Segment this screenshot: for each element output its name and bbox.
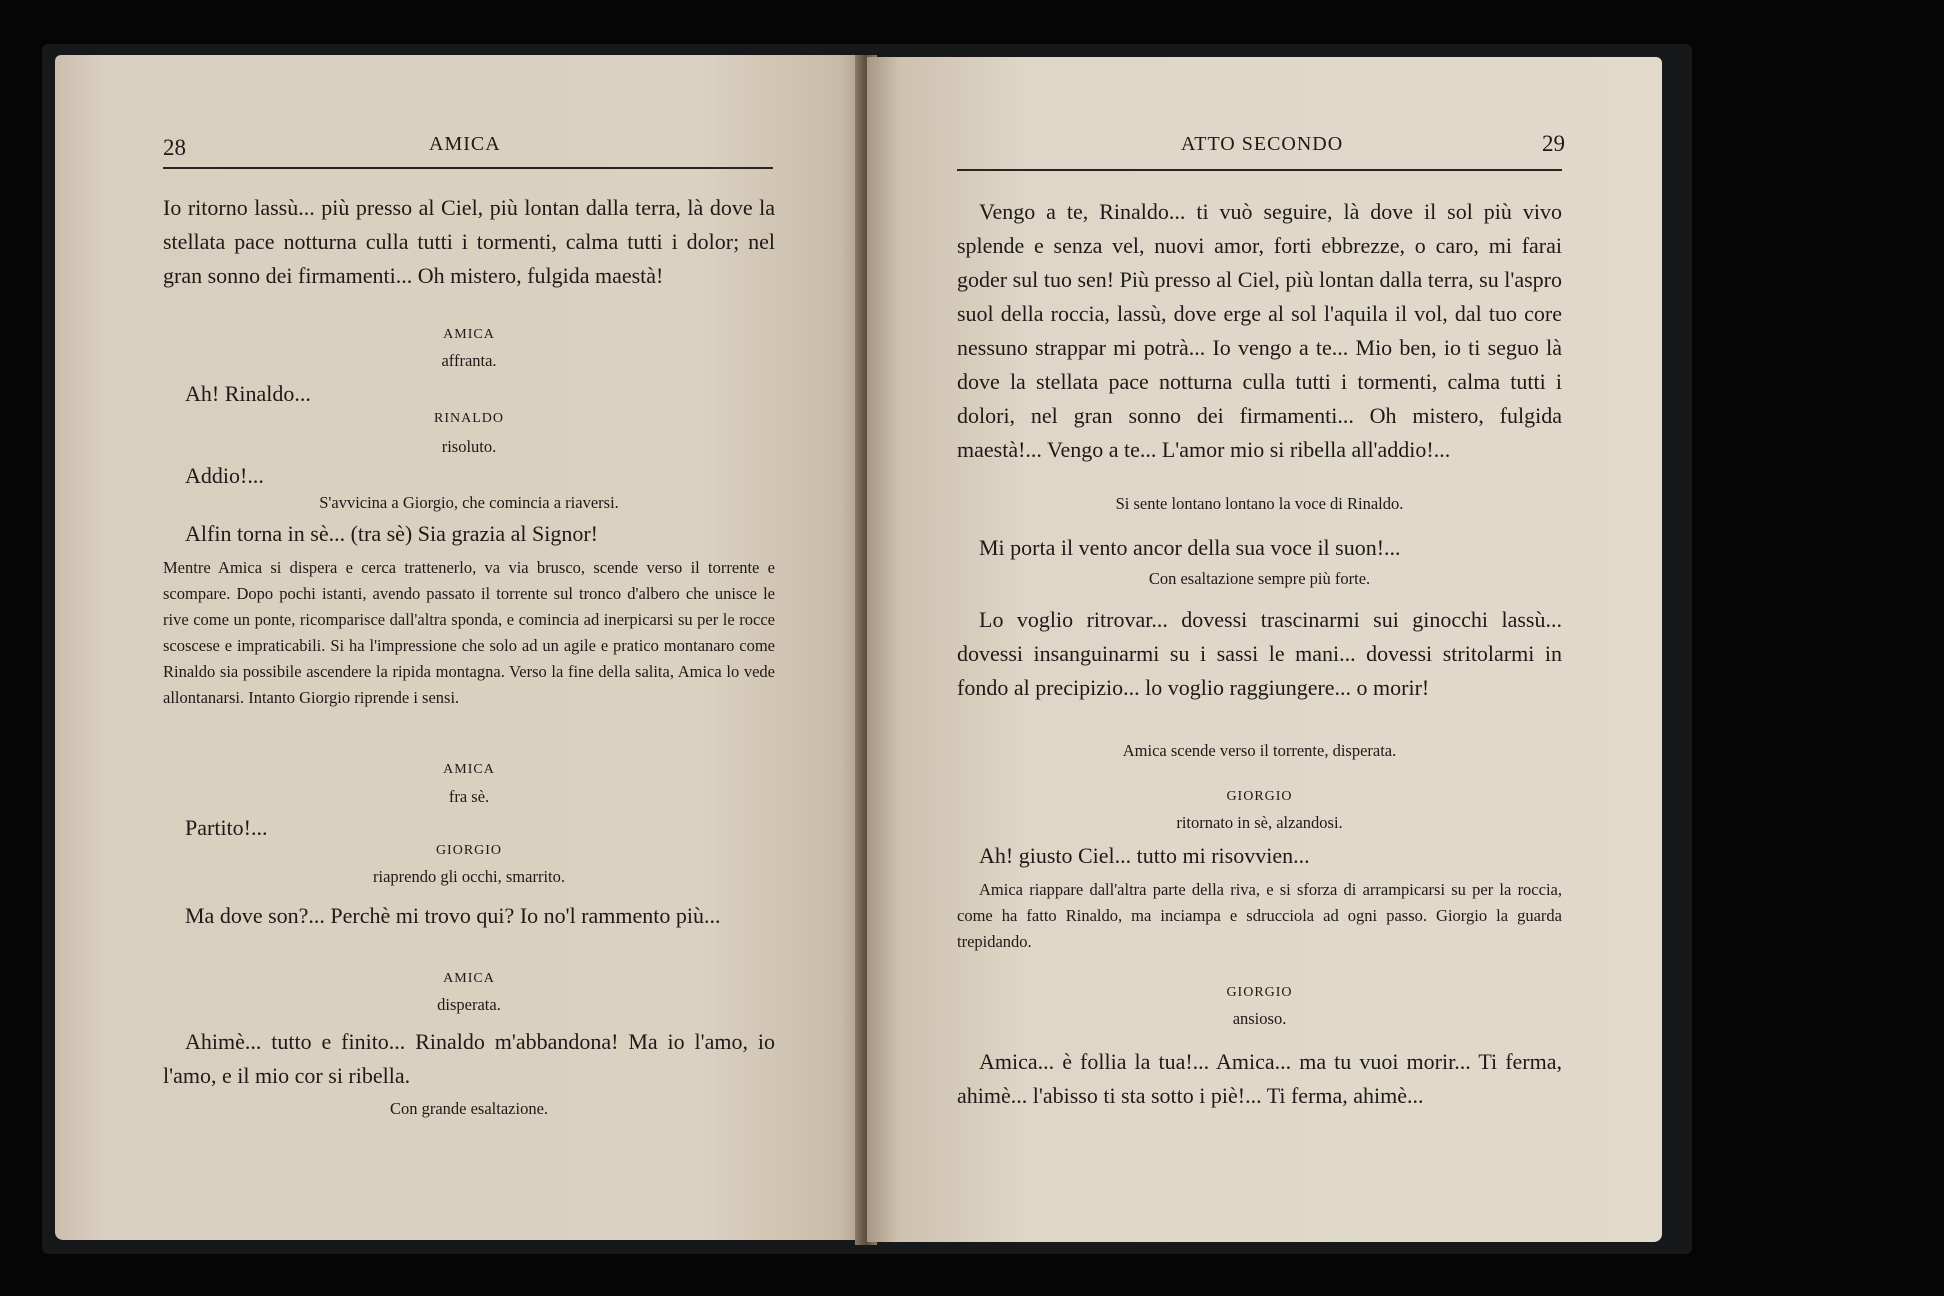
verse-paragraph: Vengo a te, Rinaldo... ti vuò seguire, là dove il sol più vivo splende e senza vel, nuovi amor, forti ebbrezze, o caro, mi farai goder sul tuo sen! Più presso al Ciel, più lontan dalla terra, su l'aspro suol della roccia, lassù, dove erge al sol l'aquila il vol, dal tuo core nessuno strappar mi potrà... Io vengo a te... Mio ben, io ti seguo là dove la stellata pace notturna culla tutti i tormenti, calma tutti i dolori, nel gran sonno dei firmamenti... Oh mistero, fulgida maestà!... Vengo a te... L'amor mio si ribella all'addio!...: [957, 199, 1562, 462]
verse-line: Alfin torna in sè... (tra sè) Sia grazia al Signor!: [185, 521, 598, 546]
speaker-name: AMICA: [443, 971, 495, 986]
header-rule: [163, 167, 773, 169]
page-number: 29: [1542, 131, 1565, 156]
stage-paragraph: Mentre Amica si dispera e cerca trattenerlo, va via brusco, scende verso il torrente e scompare. Dopo pochi istanti, avendo passato il torrente sul tronco d'albero che unisce le rive come un ponte, ricomparisce dall'altra sponda, e comincia ad inerpicarsi su per le rocce scoscese e impraticabili. Si ha l'impressione che solo ad un agile e pratico montanaro come Rinaldo sia possibile ascendere la ripida montagna. Verso la fine della salita, Amica lo vede allontanarsi. Intanto Giorgio riprende i sensi.: [163, 558, 775, 707]
stage-direction: risoluto.: [441, 437, 497, 456]
book-spread: [55, 55, 1660, 1245]
stage-direction: Si sente lontano lontano la voce di Rinaldo.: [1115, 494, 1404, 513]
stage-direction: ritornato in sè, alzandosi.: [1176, 813, 1343, 832]
right-page: [867, 57, 1662, 1242]
stage-direction: Con esaltazione sempre più forte.: [1148, 569, 1371, 588]
speaker-name: AMICA: [443, 762, 495, 777]
speaker-name: GIORGIO: [435, 843, 503, 858]
stage-paragraph: Amica riappare dall'altra parte della riva, e si sforza di arrampicarsi su per la roccia, come ha fatto Rinaldo, ma inciampa e sdrucciola ad ogni passo. Giorgio la guarda trepidando.: [957, 880, 1562, 951]
verse-line: Partito!...: [185, 815, 268, 840]
verse-line: Mi porta il vento ancor della sua voce il suon!...: [979, 535, 1401, 560]
verse-line: Ah! Rinaldo...: [185, 381, 311, 406]
page-number: 28: [163, 135, 186, 160]
running-head: AMICA: [429, 133, 501, 155]
stage-direction: riaprendo gli occhi, smarrito.: [373, 867, 565, 886]
stage-direction: disperata.: [437, 995, 501, 1014]
verse-paragraph: Lo voglio ritrovar... dovessi trascinarmi sui ginocchi lassù... dovessi insanguinarmi su i sassi le mani... dovessi stritolarmi in fondo al precipizio... lo voglio raggiungere... o morir!: [957, 607, 1562, 700]
running-head: ATTO SECONDO: [1181, 133, 1344, 155]
verse-paragraph: Amica... è follia la tua!... Amica... ma tu vuoi morir... Ti ferma, ahimè... l'abisso ti sta sotto i piè!... Ti ferma, ahimè...: [957, 1049, 1562, 1108]
stage-direction: S'avvicina a Giorgio, che comincia a riaversi.: [319, 493, 619, 512]
verse-line: Addio!...: [185, 463, 264, 488]
stage-direction: affranta.: [441, 351, 497, 370]
speaker-name: AMICA: [443, 327, 495, 342]
speaker-name: GIORGIO: [1226, 985, 1293, 1000]
stage-direction: Con grande esaltazione.: [389, 1099, 549, 1118]
verse-paragraph: Ma dove son?... Perchè mi trovo qui? Io no'l rammento più...: [185, 903, 721, 928]
left-page: [55, 55, 865, 1240]
verse-paragraph: Ahimè... tutto e finito... Rinaldo m'abbandona! Ma io l'amo, io l'amo, e il mio cor si ribella.: [163, 1029, 775, 1088]
speaker-name: RINALDO: [434, 411, 504, 426]
verse-paragraph: Io ritorno lassù... più presso al Ciel, più lontan dalla terra, là dove la stellata pace notturna culla tutti i tormenti, calma tutti i dolor; nel gran sonno dei firmamenti... Oh mistero, fulgida maestà!: [163, 195, 775, 288]
stage-direction: fra sè.: [448, 787, 490, 806]
verse-line: Ah! giusto Ciel... tutto mi risovvien...: [979, 843, 1310, 868]
speaker-name: GIORGIO: [1226, 789, 1293, 804]
stage-direction: ansioso.: [1232, 1009, 1287, 1028]
stage-direction: Amica scende verso il torrente, disperata.: [1122, 741, 1397, 760]
header-rule: [957, 169, 1562, 171]
